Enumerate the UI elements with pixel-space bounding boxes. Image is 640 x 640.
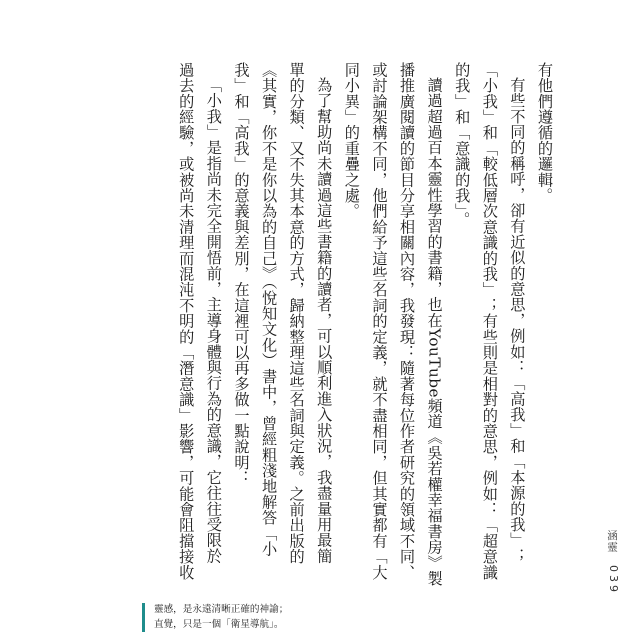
text-column-3: 「小我」和「較低層次意識的我」；有些則是相對的意思，例如：「超意識: [480, 62, 499, 581]
page-number: 039: [607, 565, 620, 595]
text-column-6: 播推廣閱讀的節目分享相關內容，我發現：隨著每位作者研究的領域不同、: [398, 62, 417, 581]
text-column-8: 同小異」的重疊之處。: [342, 62, 361, 219]
text-column-10: 單的分類、又不失其本意的方式，歸納整理這些名詞與定義。之前出版的: [287, 62, 306, 565]
text-column-7: 或討論架構不同，他們給予這些名詞的定義，就不盡相同，但其實都有「大: [370, 62, 389, 581]
pull-quote-line-2: 直覺，只是一個「衛星導航」。: [154, 618, 284, 630]
text-column-13: 「小我」是指尚未完全開悟前，主導身體與行為的意識，它往往受限於: [204, 77, 223, 564]
body-text: [172, 62, 558, 587]
text-column-1: 有他們遵循的邏輯。: [536, 62, 554, 204]
text-column-14: 過去的經驗，或被尚未清理而混沌不明的「潛意識」影響，可能會阻擋接收: [177, 62, 196, 581]
text-column-12: 我」和「高我」的意義與差別，在這裡可以再多做一點說明：: [232, 62, 251, 486]
running-head: 涵靈: [606, 530, 618, 553]
pull-quote: [142, 603, 288, 632]
text-column-2: 有些不同的稱呼，卻有近似的意思，例如：「高我」和「本源的我」；: [508, 77, 527, 564]
pull-quote-line-1: 靈感，是永遠清晰正確的神諭；: [154, 604, 289, 615]
text-column-5: 讀過超過百本靈性學習的書籍，也在YouTube頻道《吳若權幸福書房》製: [425, 77, 444, 587]
text-column-9: 為了幫助尚未讀過這些書籍的讀者，可以順利進入狀況，我盡量用最簡: [315, 77, 334, 564]
text-column-11: 《其實，你不是你以為的自己》（悅知文化）書中，曾經粗淺地解答「小: [260, 62, 279, 557]
text-column-4: 的我」和「意識的我」。: [453, 62, 472, 228]
